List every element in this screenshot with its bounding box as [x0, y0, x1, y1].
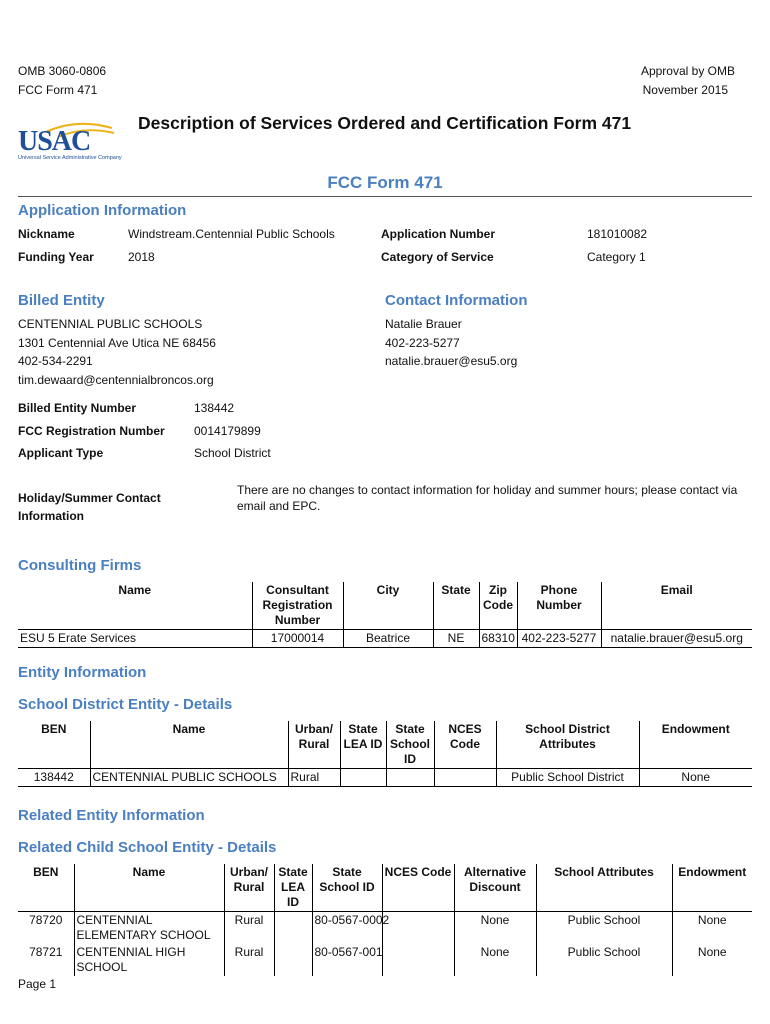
- child-cell-endowment: None: [697, 945, 727, 959]
- district-cell-attributes: Public School District: [496, 769, 639, 787]
- consulting-cell-city: Beatrice: [343, 630, 433, 648]
- child-cell-name: CENTENNIAL ELEMENTARY SCHOOL: [74, 912, 224, 945]
- child-cell-urban-rural: Rural: [224, 944, 274, 976]
- consulting-header-registration: Consultant Registration Number: [252, 582, 343, 630]
- entity-section-title: Entity Information: [18, 664, 147, 681]
- logo-tagline: Universal Service Administrative Company: [18, 155, 122, 161]
- child-header-alt-discount: Alternative Discount: [454, 864, 536, 912]
- child-cell-school-id: 80-0567-001: [312, 944, 382, 976]
- funding-year-value: 2018: [128, 250, 155, 264]
- district-section-title: School District Entity - Details: [18, 696, 233, 713]
- district-header-urban-rural: Urban/ Rural: [288, 721, 340, 769]
- applicant-type-label: Applicant Type: [18, 446, 104, 460]
- table-row: [18, 630, 752, 648]
- child-cell-school-id: 80-0567-0002: [312, 912, 382, 945]
- district-table: [18, 721, 752, 787]
- billed-entity-section-title: Billed Entity: [18, 292, 105, 309]
- fcc-registration-label: FCC Registration Number: [18, 424, 165, 438]
- child-cell-alt-discount: None: [454, 944, 536, 976]
- omb-number: OMB 3060-0806: [18, 64, 107, 78]
- child-header-row: [18, 864, 752, 912]
- district-cell-school-id: [386, 769, 434, 787]
- consulting-cell-phone: 402-223-5277: [517, 630, 601, 648]
- child-cell-endowment: None: [697, 913, 727, 927]
- billed-entity-phone: 402-534-2291: [18, 354, 93, 368]
- page-number: Page 1: [18, 977, 57, 991]
- applicant-type-value: School District: [194, 446, 271, 460]
- application-number-value: 181010082: [587, 227, 648, 241]
- form-id: FCC Form 471: [18, 83, 98, 97]
- child-cell-lea-id: [274, 912, 312, 945]
- child-header-endowment: Endowment: [678, 865, 747, 879]
- district-cell-urban-rural: Rural: [288, 769, 340, 787]
- contact-phone: 402-223-5277: [385, 336, 460, 350]
- fcc-registration-value: 0014179899: [194, 424, 261, 438]
- child-table: [18, 864, 752, 976]
- district-cell-lea-id: [340, 769, 386, 787]
- contact-name: Natalie Brauer: [385, 317, 462, 331]
- consulting-header-name: Name: [18, 582, 252, 630]
- child-cell-urban-rural: Rural: [224, 912, 274, 945]
- approval-date: November 2015: [642, 83, 728, 97]
- district-header-nces: NCES Code: [434, 721, 496, 769]
- contact-email: natalie.brauer@esu5.org: [385, 354, 518, 368]
- billed-entity-name: CENTENNIAL PUBLIC SCHOOLS: [18, 317, 203, 331]
- consulting-header-email: Email: [660, 583, 693, 597]
- district-header-attributes: School District Attributes: [496, 721, 639, 769]
- table-row: [18, 769, 752, 787]
- billed-entity-email: tim.dewaard@centennialbroncos.org: [18, 373, 214, 387]
- contact-section-title: Contact Information: [385, 292, 528, 309]
- district-header-endowment: Endowment: [661, 722, 730, 736]
- nickname-value: Windstream.Centennial Public Schools: [128, 227, 335, 241]
- table-row: [18, 944, 752, 976]
- consulting-header-row: [18, 582, 752, 630]
- consulting-table: [18, 582, 752, 648]
- usac-logo: [16, 120, 136, 164]
- child-header-school-id: State School ID: [312, 864, 382, 912]
- district-header-name: Name: [90, 721, 288, 769]
- child-header-lea-id: State LEA ID: [274, 864, 312, 912]
- child-cell-ben: 78721: [18, 944, 74, 976]
- child-header-urban-rural: Urban/ Rural: [224, 864, 274, 912]
- child-cell-alt-discount: None: [454, 912, 536, 945]
- district-header-lea-id: State LEA ID: [340, 721, 386, 769]
- child-cell-name: CENTENNIAL HIGH SCHOOL: [74, 944, 224, 976]
- child-cell-attributes: Public School: [536, 912, 672, 945]
- consulting-cell-email: natalie.brauer@esu5.org: [610, 631, 743, 645]
- district-cell-name: CENTENNIAL PUBLIC SCHOOLS: [90, 769, 288, 787]
- district-header-school-id: State School ID: [386, 721, 434, 769]
- child-header-name: Name: [74, 864, 224, 912]
- child-cell-nces: [382, 944, 454, 976]
- approval-text: Approval by OMB: [640, 64, 735, 78]
- consulting-cell-zip: 68310: [479, 630, 517, 648]
- category-value: Category 1: [587, 250, 646, 264]
- nickname-label: Nickname: [18, 227, 75, 241]
- related-section-title: Related Entity Information: [18, 807, 205, 824]
- funding-year-label: Funding Year: [18, 250, 94, 264]
- child-cell-attributes: Public School: [536, 944, 672, 976]
- holiday-contact-value: There are no changes to contact information for holiday and summer hours; please contact via email and EPC.: [237, 483, 738, 513]
- district-cell-nces: [434, 769, 496, 787]
- title-divider: [18, 196, 752, 197]
- district-header-ben: BEN: [18, 721, 90, 769]
- form-subtitle: FCC Form 471: [327, 173, 443, 192]
- district-header-row: [18, 721, 752, 769]
- logo-text: USAC: [18, 126, 91, 157]
- page-title: Description of Services Ordered and Certification Form 471: [138, 113, 632, 133]
- ben-label: Billed Entity Number: [18, 401, 137, 415]
- consulting-header-city: City: [343, 582, 433, 630]
- ben-value: 138442: [194, 401, 235, 415]
- application-section-title: Application Information: [18, 202, 187, 219]
- district-cell-ben: 138442: [18, 769, 90, 787]
- category-label: Category of Service: [381, 250, 494, 264]
- child-section-title: Related Child School Entity - Details: [18, 839, 277, 856]
- consulting-cell-state: NE: [433, 630, 479, 648]
- consulting-header-state: State: [433, 582, 479, 630]
- consulting-cell-name: ESU 5 Erate Services: [18, 630, 252, 648]
- child-header-ben: BEN: [18, 864, 74, 912]
- holiday-contact-label: Holiday/Summer Contact: [18, 491, 161, 505]
- child-header-attributes: School Attributes: [536, 864, 672, 912]
- child-header-nces: NCES Code: [382, 864, 454, 912]
- district-cell-endowment: None: [681, 770, 711, 784]
- child-cell-lea-id: [274, 944, 312, 976]
- child-cell-ben: 78720: [18, 912, 74, 945]
- consulting-header-zip: Zip Code: [479, 582, 517, 630]
- consulting-cell-registration: 17000014: [252, 630, 343, 648]
- table-row: [18, 912, 752, 945]
- application-number-label: Application Number: [381, 227, 496, 241]
- billed-entity-address: 1301 Centennial Ave Utica NE 68456: [18, 336, 216, 350]
- child-cell-nces: [382, 912, 454, 945]
- consulting-section-title: Consulting Firms: [18, 557, 142, 574]
- consulting-header-phone: Phone Number: [517, 582, 601, 630]
- holiday-contact-label-2: Information: [18, 509, 84, 523]
